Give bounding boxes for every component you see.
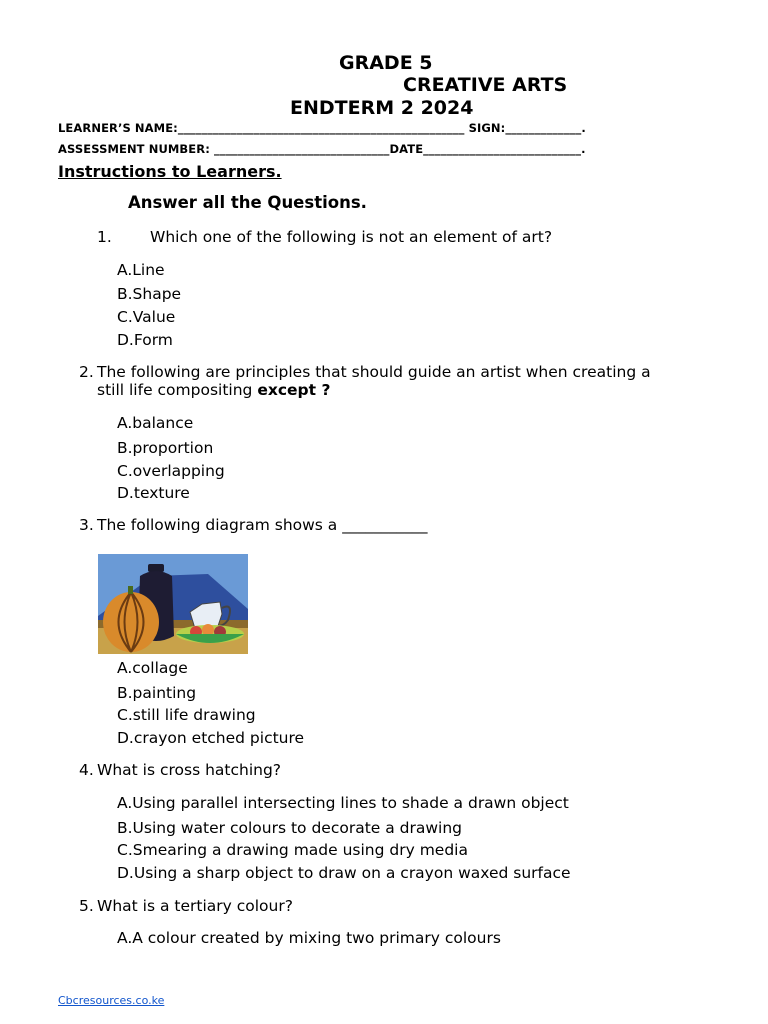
question-1-text: Which one of the following is not an element of art? <box>150 228 553 246</box>
title-grade: GRADE 5 <box>339 52 433 74</box>
assessment-number-field: ASSESSMENT NUMBER: ______________________________DATE___________________________. <box>58 142 586 156</box>
question-1-option-b: B.Shape <box>117 285 182 303</box>
answer-all-text: Answer all the Questions. <box>128 193 367 212</box>
question-3-number: 3. <box>79 516 94 534</box>
question-3-option-d: D.crayon etched picture <box>117 729 305 747</box>
title-exam: ENDTERM 2 2024 <box>290 97 474 119</box>
instructions-heading: Instructions to Learners. <box>58 162 282 181</box>
question-4-option-d: D.Using a sharp object to draw on a crayon waxed surface <box>117 864 571 882</box>
question-1-option-c: C.Value <box>117 308 176 326</box>
footer-website-link[interactable]: Cbcresources.co.ke <box>58 994 165 1007</box>
question-4-text: What is cross hatching? <box>97 761 282 779</box>
question-2-option-c: C.overlapping <box>117 462 225 480</box>
question-5-number: 5. <box>79 897 94 915</box>
question-4-option-a: A.Using parallel intersecting lines to shade a drawn object <box>117 794 569 812</box>
question-4-option-b: B.Using water colours to decorate a drawing <box>117 819 463 837</box>
question-3-option-c: C.still life drawing <box>117 706 256 724</box>
question-2-text-line1: The following are principles that should guide an artist when creating a <box>97 363 651 381</box>
question-1-option-d: D.Form <box>117 331 173 349</box>
learner-name-field: LEARNER’S NAME:_________________________________________________ SIGN:_____________. <box>58 121 586 135</box>
question-1-number: 1. <box>97 228 112 246</box>
question-2-option-b: B.proportion <box>117 439 214 457</box>
question-3-text: The following diagram shows a ___________ <box>97 516 428 534</box>
question-4-option-c: C.Smearing a drawing made using dry media <box>117 841 468 859</box>
question-2-text-emphasis: except ? <box>257 381 331 399</box>
title-subject: CREATIVE ARTS <box>403 74 568 96</box>
question-5-option-a: A.A colour created by mixing two primary colours <box>117 929 501 947</box>
question-3-option-b: B.painting <box>117 684 197 702</box>
question-2-text-plain: still life compositing <box>97 381 258 399</box>
question-4-number: 4. <box>79 761 94 779</box>
question-1-option-a: A.Line <box>117 261 165 279</box>
still-life-painting-image <box>98 554 248 654</box>
question-2-text-line2 <box>97 381 330 400</box>
question-3-option-a: A.collage <box>117 659 188 677</box>
question-5-text: What is a tertiary colour? <box>97 897 293 915</box>
question-2-option-d: D.texture <box>117 484 190 502</box>
question-2-option-a: A.balance <box>117 414 194 432</box>
question-2-number: 2. <box>79 363 94 381</box>
